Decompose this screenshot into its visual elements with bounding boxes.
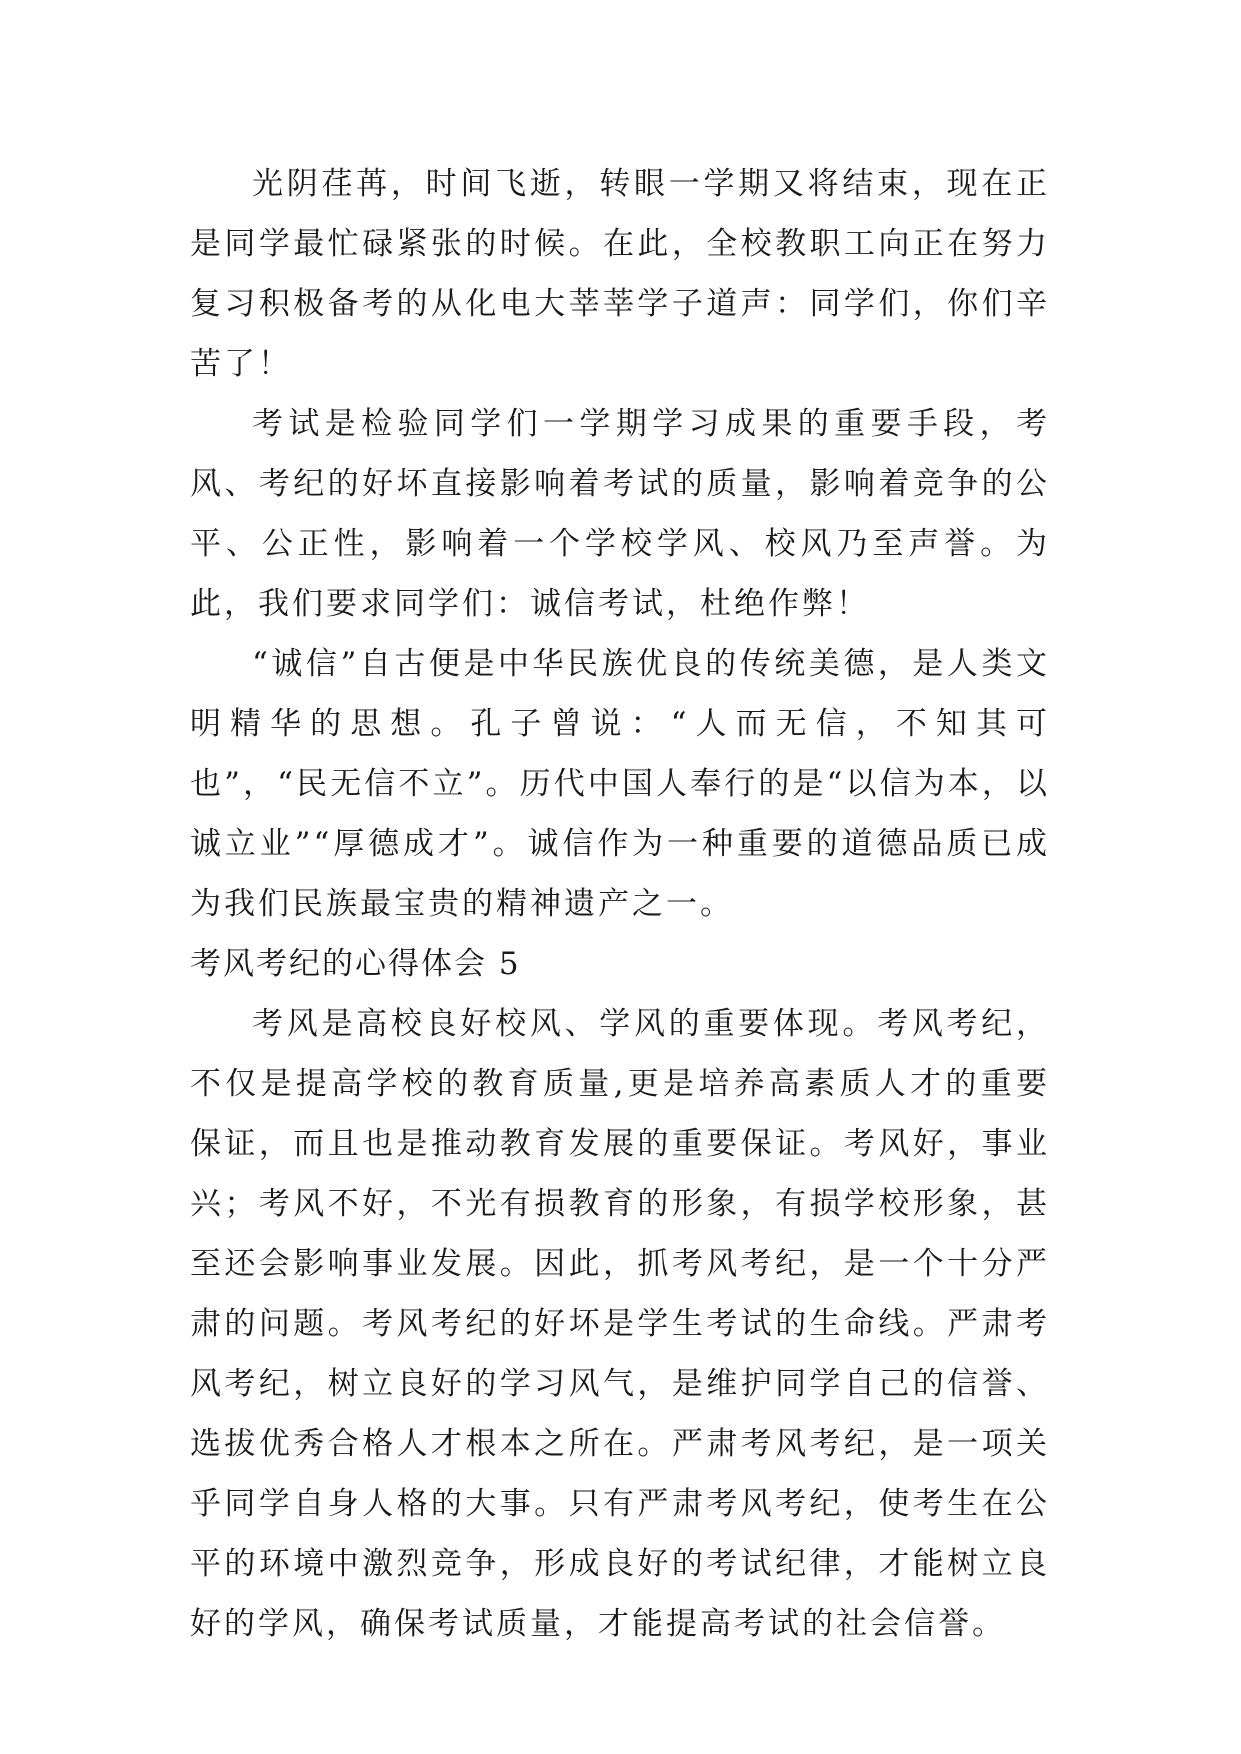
document-page <box>190 154 1050 1654</box>
body-paragraph-3: “诚信”自古便是中华民族优良的传统美德，是人类文明精华的思想。孔子曾说：“人而无信，不知其可也”，“民无信不立”。历代中国人奉行的是“以信为本，以诚立业”“厚德成才”。诚信作为一种重要的道德品质已成为我们民族最宝贵的精神遗产之一。 <box>190 646 1050 922</box>
body-paragraph-1: 光阴荏苒，时间飞逝，转眼一学期又将结束，现在正是同学最忙碌紧张的时候。在此，全校教职工向正在努力复习积极备考的从化电大莘莘学子道声：同学们，你们辛苦了！ <box>190 166 1050 382</box>
body-paragraph-4: 考风是高校良好校风、学风的重要体现。考风考纪，不仅是提高学校的教育质量,更是培养高素质人才的重要保证，而且也是推动教育发展的重要保证。考风好，事业兴；考风不好，不光有损教育的形象，有损学校形象，甚至还会影响事业发展。因此，抓考风考纪，是一个十分严肃的问题。考风考纪的好坏是学生考试的生命线。严肃考风考纪，树立良好的学习风气，是维护同学自己的信誉、选拔优秀合格人才根本之所在。严肃考风考纪，是一项关乎同学自身人格的大事。只有严肃考风考纪，使考生在公平的环境中激烈竞争，形成良好的考试纪律，才能树立良好的学风，确保考试质量，才能提高考试的社会信誉。 <box>190 1006 1050 1642</box>
body-paragraph-2: 考试是检验同学们一学期学习成果的重要手段，考风、考纪的好坏直接影响着考试的质量，影响着竞争的公平、公正性，影响着一个学校学风、校风乃至声誉。为此，我们要求同学们：诚信考试，杜绝作弊！ <box>190 406 1050 622</box>
section-heading: 考风考纪的心得体会 5 <box>190 946 521 982</box>
